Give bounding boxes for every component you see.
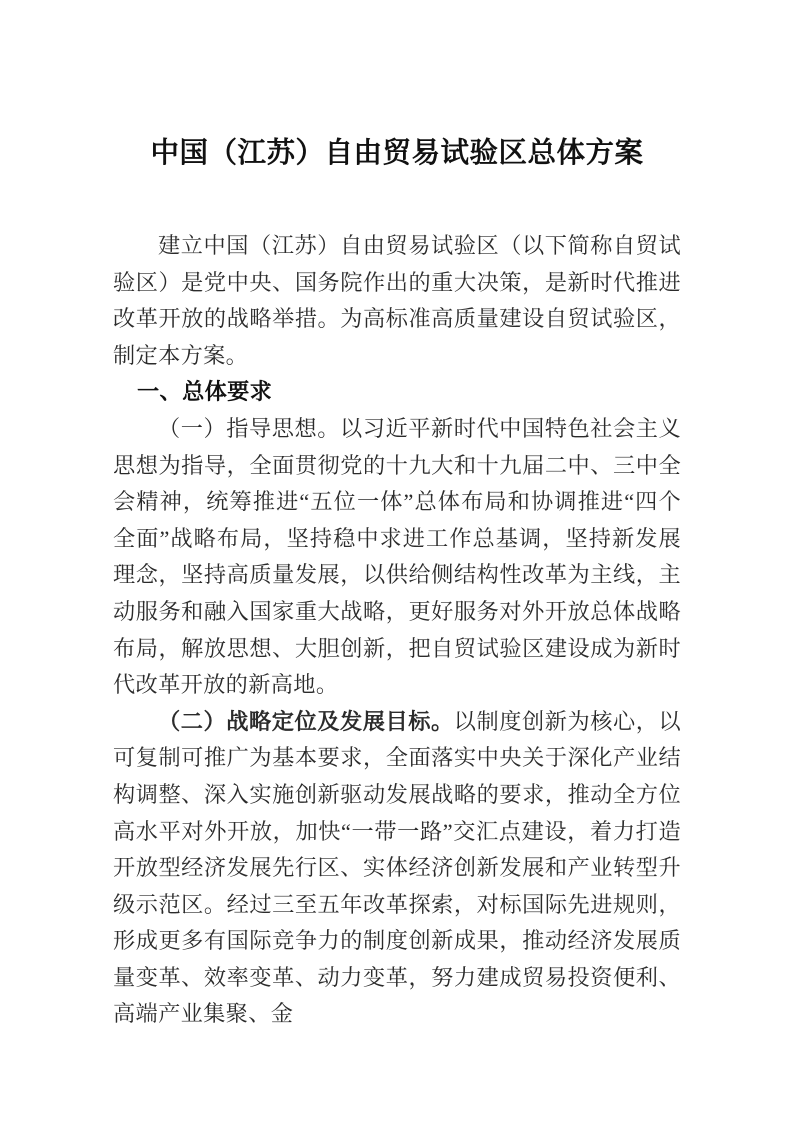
heading-section-1: 一、总体要求 bbox=[137, 379, 273, 405]
paragraph-item-1-1 bbox=[113, 411, 681, 704]
paragraph-intro: 建立中国（江苏）自由贸易试验区（以下简称自贸试验区）是党中央、国务院作出的重大决策，是新时代推进改革开放的战略举措。为高标准高质量建设自贸试验区，制定本方案。 bbox=[113, 233, 681, 368]
paragraph-item-1-2 bbox=[113, 704, 681, 1033]
page-title: 中国（江苏）自由贸易试验区总体方案 bbox=[150, 137, 644, 169]
document-body bbox=[113, 118, 681, 1033]
paragraph-lead-label: （一）指导思想。 bbox=[158, 415, 340, 441]
title-spacer bbox=[113, 174, 681, 228]
paragraph-lead-label: （二）战略定位及发展目标。 bbox=[158, 708, 454, 734]
paragraph-lead-body: 以制度创新为核心，以可复制可推广为基本要求，全面落实中央关于深化产业结构调整、深入实施创新驱动发展战略的要求，推动全方位高水平对外开放，加快“一带一路”交汇点建设，着力打造开放型经济发展先行区、实体经济创新发展和产业转型升级示范区。经过三至五年改革探索，对标国际先进规则，形成更多有国际竞争力的制度创新成果，推动经济发展质量变革、效率变革、动力变革，努力建成贸易投资便利、高端产业集聚、金 bbox=[113, 708, 682, 1027]
paragraph-lead-body: 以习近平新时代中国特色社会主义思想为指导，全面贯彻党的十九大和十九届二中、三中全会精神，统筹推进“五位一体”总体布局和协调推进“四个全面”战略布局，坚持稳中求进工作总基调，坚持新发展理念，坚持高质量发展，以供给侧结构性改革为主线，主动服务和融入国家重大战略，更好服务对外开放总体战略布局，解放思想、大胆创新，把自贸试验区建设成为新时代改革开放的新高地。 bbox=[113, 415, 681, 698]
